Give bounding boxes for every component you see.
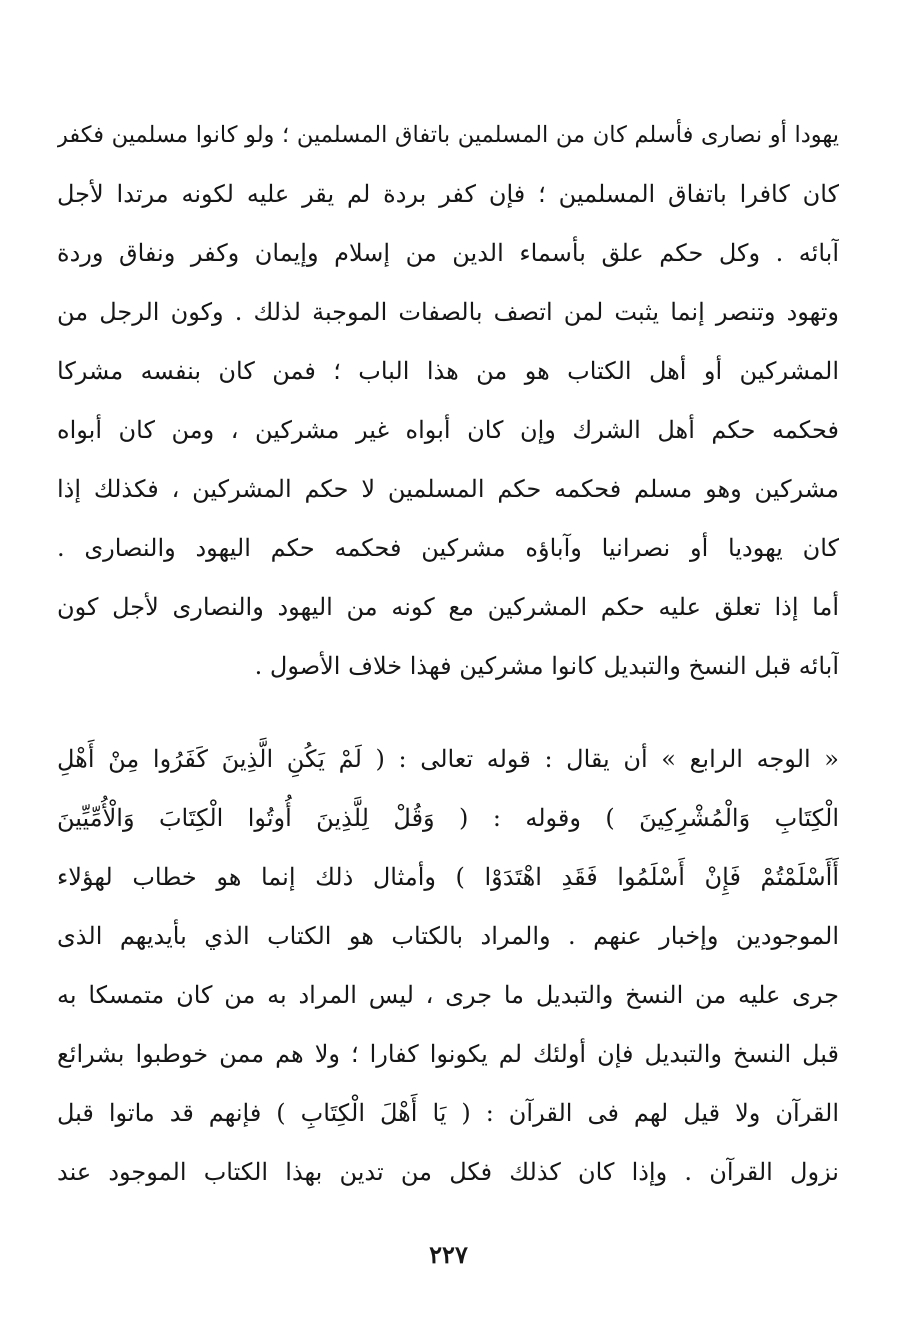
text-line: آبائه قبل النسخ والتبديل كانوا مشركين فهذا خلاف الأصول .	[254, 652, 839, 680]
paragraph-1	[57, 106, 839, 696]
text-line: فحكمه حكم أهل الشرك وإن كان أبواه غير مشركين ، ومن كان أبواه	[57, 416, 839, 444]
text-line: نزول القرآن . وإذا كان كذلك فكل من تدين بهذا الكتاب الموجود عند	[57, 1158, 839, 1186]
text-line: كان كافرا باتفاق المسلمين ؛ فإن كفر بردة لم يقر عليه لكونه مرتدا لأجل	[57, 180, 839, 208]
text-line: مشركين وهو مسلم فحكمه حكم المسلمين لا حكم المشركين ، فكذلك إذا	[57, 475, 839, 503]
text-line: قبل النسخ والتبديل فإن أولئك لم يكونوا كفارا ؛ ولا هم ممن خوطبوا بشرائع	[57, 1040, 839, 1068]
text-line: أما إذا تعلق عليه حكم المشركين مع كونه من اليهود والنصارى لأجل كون	[57, 593, 839, 621]
text-line: الْكِتَابِ وَالْمُشْرِكِينَ ) وقوله : ( وَقُلْ لِلَّذِينَ أُوتُوا الْكِتَابَ وَالْأُمِّيِّينَ	[57, 804, 839, 832]
page-number: ٢٢٧	[429, 1240, 468, 1269]
text-line: القرآن ولا قيل لهم فى القرآن : ( يَا أَهْلَ الْكِتَابِ ) فإنهم قد ماتوا قبل	[57, 1099, 839, 1127]
paragraph-2	[57, 730, 839, 1202]
text-line: وتهود وتنصر إنما يثبت لمن اتصف بالصفات الموجبة لذلك . وكون الرجل من	[57, 298, 839, 326]
text-line: يهودا أو نصارى فأسلم كان من المسلمين باتفاق المسلمين ؛ ولو كانوا مسلمين فكفر	[57, 122, 839, 148]
text-line: الموجودين وإخبار عنهم . والمراد بالكتاب هو الكتاب الذي بأيديهم الذى	[57, 922, 839, 950]
text-line: أَأَسْلَمْتُمْ فَإِنْ أَسْلَمُوا فَقَدِ اهْتَدَوْا ) وأمثال ذلك إنما هو خطاب لهؤلاء	[57, 863, 839, 891]
text-line: كان يهوديا أو نصرانيا وآباؤه مشركين فحكمه حكم اليهود والنصارى .	[57, 534, 839, 562]
text-line: آبائه . وكل حكم علق بأسماء الدين من إسلام وإيمان وكفر ونفاق وردة	[57, 239, 839, 267]
text-line: جرى عليه من النسخ والتبديل ما جرى ، ليس المراد به من كان متمسكا به	[57, 981, 839, 1009]
text-line: « الوجه الرابع » أن يقال : قوله تعالى : ( لَمْ يَكُنِ الَّذِينَ كَفَرُوا مِنْ أَهْلِ	[57, 745, 839, 773]
text-line: المشركين أو أهل الكتاب هو من هذا الباب ؛ فمن كان بنفسه مشركا	[57, 357, 839, 385]
